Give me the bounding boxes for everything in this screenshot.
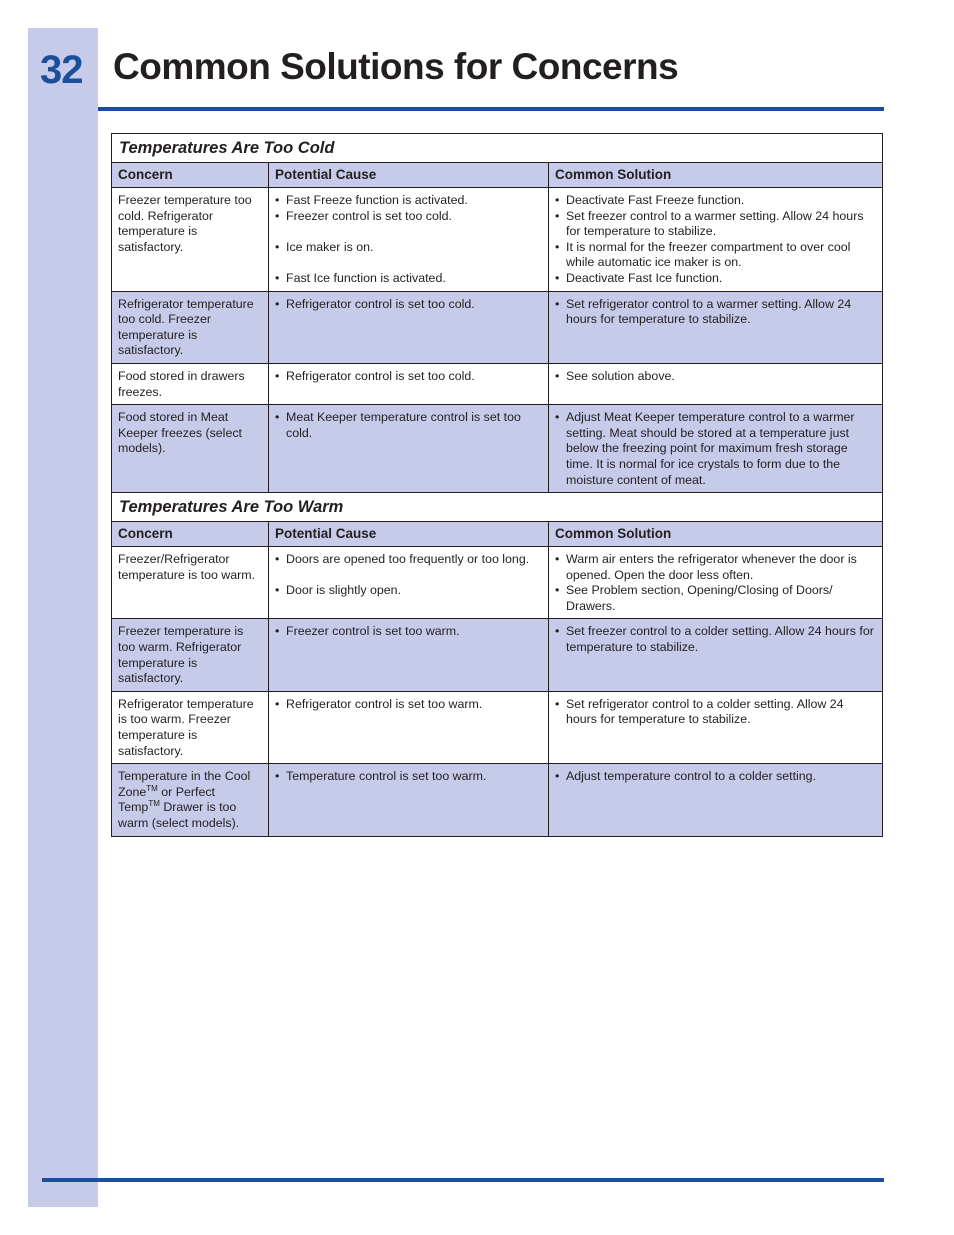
cause-item: • Freezer control is set too cold. [275, 209, 540, 225]
solution-cell [549, 547, 883, 619]
cause-item: • Refrigerator control is set too warm. [275, 697, 540, 713]
solution-cell [549, 691, 883, 763]
column-header-row [112, 163, 883, 188]
solution-cell [549, 291, 883, 363]
solution-cell [549, 405, 883, 493]
table-row [112, 547, 883, 619]
solution-item: • It is normal for the freezer compartment to over cool while automatic ice maker is on. [555, 240, 874, 271]
column-header-row [112, 522, 883, 547]
table-row [112, 691, 883, 763]
solution-item: • Set refrigerator control to a colder setting. Allow 24 hours for temperature to stabilize. [555, 697, 874, 728]
cause-cell [269, 188, 549, 292]
cause-item: • Refrigerator control is set too cold. [275, 297, 540, 313]
concern-text: Temperature in the Cool Zone [118, 769, 251, 799]
cause-item: • Meat Keeper temperature control is set too cold. [275, 410, 540, 441]
cause-cell [269, 405, 549, 493]
solution-item: • Set freezer control to a colder setting. Allow 24 hours for temperature to stabilize. [555, 624, 874, 655]
cause-item: • Temperature control is set too warm. [275, 769, 540, 785]
cause-item: • Fast Ice function is activated. [275, 271, 540, 287]
table-row [112, 363, 883, 404]
cause-cell [269, 764, 549, 836]
cause-item: • Door is slightly open. [275, 583, 540, 599]
header-concern: Concern [112, 163, 269, 188]
table-row [112, 188, 883, 292]
page-number: 32 [40, 48, 83, 92]
solution-item: • Warm air enters the refrigerator whenever the door is opened. Open the door less often. [555, 552, 874, 583]
solution-cell [549, 764, 883, 836]
trademark-mark: TM [148, 799, 160, 809]
concern-text: or Perfect Temp [118, 784, 215, 815]
solution-item: • Adjust Meat Keeper temperature control to a warmer setting. Meat should be stored at a temperature just below the freezing point for maximum fresh storage time. It is normal for ice crystals to form due to the moisture content of meat. [555, 410, 874, 488]
solution-item: • Deactivate Fast Ice function. [555, 271, 874, 287]
solution-cell [549, 619, 883, 691]
footer-rule [42, 1178, 884, 1182]
cause-item: • Ice maker is on. [275, 240, 540, 256]
header-common-solution: Common Solution [549, 163, 883, 188]
cause-cell [269, 619, 549, 691]
concern-cell: Freezer/Refrigerator temperature is too warm. [112, 547, 269, 619]
concern-cell [112, 764, 269, 836]
header-common-solution: Common Solution [549, 522, 883, 547]
cause-cell [269, 291, 549, 363]
concern-cell: Refrigerator temperature is too warm. Freezer temperature is satisfactory. [112, 691, 269, 763]
header-concern: Concern [112, 522, 269, 547]
section-title-cold: Temperatures Are Too Cold [112, 134, 883, 163]
header-potential-cause: Potential Cause [269, 163, 549, 188]
solution-cell [549, 363, 883, 404]
solution-item: • See solution above. [555, 369, 874, 385]
concern-text: Drawer is too warm (select models). [118, 800, 240, 830]
section-title-row [112, 493, 883, 522]
concern-cell: Freezer temperature is too warm. Refrigerator temperature is satisfactory. [112, 619, 269, 691]
trademark-mark: TM [146, 783, 158, 793]
cause-item: • Doors are opened too frequently or too long. [275, 552, 540, 568]
concern-cell: Food stored in Meat Keeper freezes (select models). [112, 405, 269, 493]
concern-cell: Freezer temperature too cold. Refrigerator temperature is satisfactory. [112, 188, 269, 292]
table-row [112, 619, 883, 691]
page-title: Common Solutions for Concerns [113, 46, 679, 87]
table-row [112, 764, 883, 836]
cause-cell [269, 547, 549, 619]
solution-item: • Deactivate Fast Freeze function. [555, 193, 874, 209]
cause-item: • Refrigerator control is set too cold. [275, 369, 540, 385]
cause-item: • Freezer control is set too warm. [275, 624, 540, 640]
solution-item: • Set freezer control to a warmer setting. Allow 24 hours for temperature to stabilize. [555, 209, 874, 240]
table-row [112, 405, 883, 493]
cause-cell [269, 363, 549, 404]
header-rule [98, 107, 884, 111]
cause-cell [269, 691, 549, 763]
solutions-table [111, 133, 883, 837]
header-potential-cause: Potential Cause [269, 522, 549, 547]
side-band [28, 28, 98, 1207]
table-row [112, 291, 883, 363]
solution-item: • Set refrigerator control to a warmer setting. Allow 24 hours for temperature to stabilize. [555, 297, 874, 328]
concern-cell: Refrigerator temperature too cold. Freezer temperature is satisfactory. [112, 291, 269, 363]
cause-item: • Fast Freeze function is activated. [275, 193, 540, 209]
section-title-warm: Temperatures Are Too Warm [112, 493, 883, 522]
section-title-row [112, 134, 883, 163]
solution-item: • See Problem section, Opening/Closing of Doors/ Drawers. [555, 583, 874, 614]
solution-cell [549, 188, 883, 292]
concern-cell: Food stored in drawers freezes. [112, 363, 269, 404]
solution-item: • Adjust temperature control to a colder setting. [555, 769, 874, 785]
